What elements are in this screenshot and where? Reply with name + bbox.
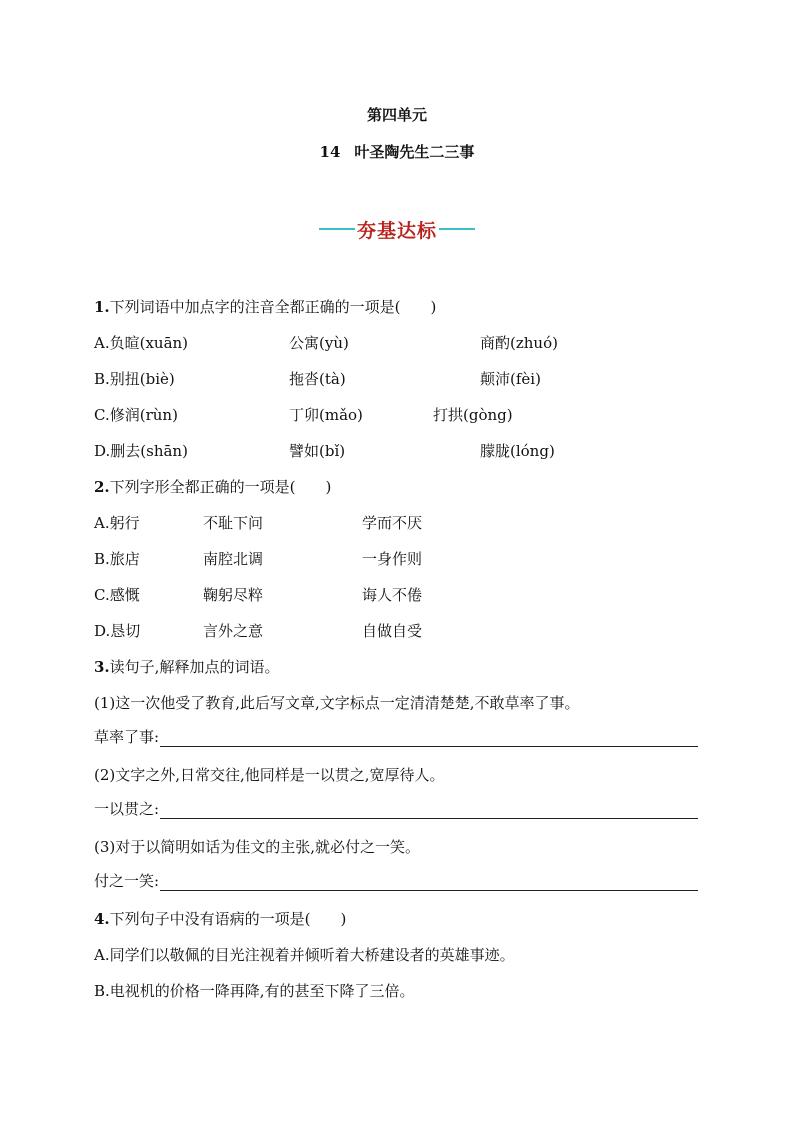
q2-option-d-item-2: 言外之意 [203,622,264,640]
option-item: 感慨 [109,586,140,604]
option-item: 躬行 [109,514,140,532]
question-number: 4. [94,910,110,928]
q4-option-a: A.同学们以敬佩的目光注视着并倾听着大桥建设者的英雄事迹。 [94,946,515,964]
q3-answer-2 [94,799,698,819]
question-3-stem [94,657,279,677]
option-item: 删去(shān) [110,442,188,460]
option-item: 负暄(xuān) [109,334,189,352]
answer-blank[interactable] [160,804,698,819]
question-number: 2. [94,478,110,496]
q2-option-d-item-3: 自做自受 [362,622,423,640]
question-4-stem [94,909,346,929]
answer-label: 一以贯之: [94,800,160,818]
section-heading: 夯基达标 [356,219,437,242]
option-letter: C. [94,586,110,604]
option-item: 别扭(biè) [109,370,175,388]
q2-option-c-item-3: 诲人不倦 [362,586,423,604]
q3-sentence-2: (2)文字之外,日常交往,他同样是一以贯之,宽厚待人。 [94,766,445,784]
option-letter: A. [94,334,110,352]
question-number: 1. [94,298,110,316]
question-text: 下列句子中没有语病的一项是( ) [109,910,347,928]
question-2-stem [94,477,331,497]
answer-label: 草率了事: [94,728,160,746]
q2-option-c [94,585,140,605]
option-letter: B. [94,550,110,568]
option-item: 旅店 [109,550,140,568]
question-number: 3. [94,658,110,676]
q1-option-c-item-3: 打拱(gòng) [433,406,513,424]
q1-option-a-item-3: 商酌(zhuó) [480,334,558,352]
lesson-name: 叶圣陶先生二三事 [354,143,475,161]
q3-sentence-3: (3)对于以简明如话为佳文的主张,就必付之一笑。 [94,838,421,856]
banner-left-line [319,228,355,230]
q2-option-a-item-3: 学而不厌 [362,514,423,532]
option-letter: B. [94,370,110,388]
q2-option-d [94,621,140,641]
section-banner [0,214,794,244]
question-text: 下列字形全都正确的一项是( ) [109,478,332,496]
q1-option-a [94,333,188,353]
question-text: 下列词语中加点字的注音全都正确的一项是( ) [109,298,437,316]
q1-option-c-item-2: 丁卯(mǎo) [289,406,363,424]
option-letter: D. [94,622,111,640]
banner-right-line [439,228,475,230]
q2-option-c-item-2: 鞠躬尽粹 [203,586,264,604]
q3-answer-1 [94,727,698,747]
q4-option-b: B.电视机的价格一降再降,有的甚至下降了三倍。 [94,982,415,1000]
option-item: 修润(rùn) [109,406,178,424]
answer-blank[interactable] [160,732,698,747]
answer-label: 付之一笑: [94,872,160,890]
option-letter: C. [94,406,110,424]
question-text: 读句子,解释加点的词语。 [109,658,280,676]
q1-option-b-item-2: 拖沓(tà) [289,370,346,388]
q1-option-d [94,441,188,461]
q2-option-b-item-2: 南腔北调 [203,550,264,568]
q1-option-a-item-2: 公寓(yù) [289,334,349,352]
q2-option-a [94,513,140,533]
q2-option-b-item-3: 一身作则 [362,550,423,568]
option-letter: D. [94,442,111,460]
q1-option-b-item-3: 颠沛(fèi) [480,370,541,388]
q3-answer-3 [94,871,698,891]
q1-option-b [94,369,175,389]
option-letter: A. [94,514,110,532]
lesson-title [0,141,794,162]
lesson-number: 14 [319,143,341,161]
q2-option-a-item-2: 不耻下问 [203,514,264,532]
option-item: 恳切 [110,622,141,640]
q1-option-d-item-2: 譬如(bǐ) [289,442,346,460]
q2-option-b [94,549,140,569]
question-1-stem [94,297,436,317]
unit-title: 第四单元 [366,106,427,124]
q1-option-d-item-3: 朦胧(lóng) [480,442,555,460]
q1-option-c [94,405,178,425]
answer-blank[interactable] [160,876,698,891]
q3-sentence-1: (1)这一次他受了教育,此后写文章,文字标点一定清清楚楚,不敢草率了事。 [94,694,580,712]
